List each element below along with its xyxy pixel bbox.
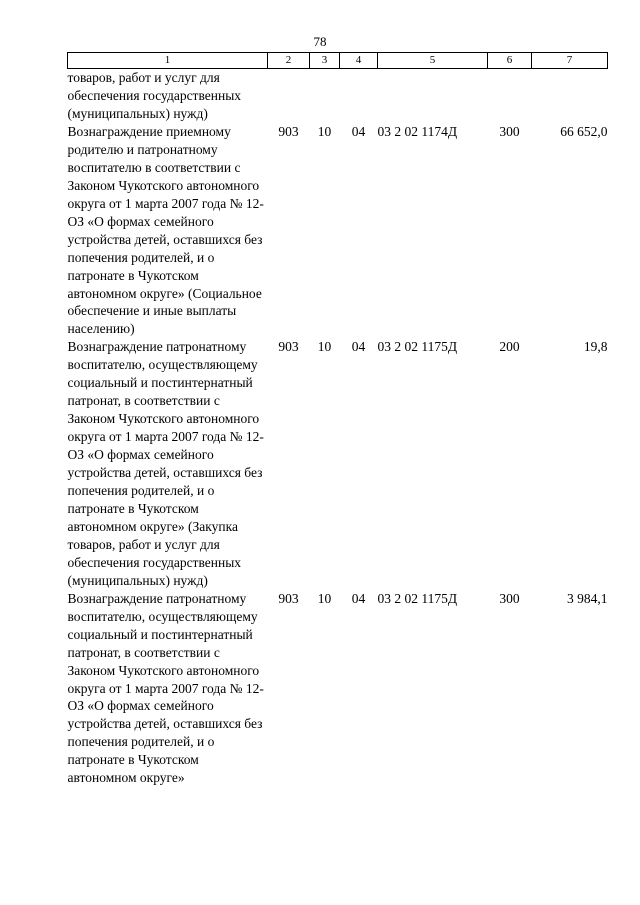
row-target-code bbox=[378, 69, 488, 123]
row-subsection: 04 bbox=[351, 123, 366, 139]
row-section bbox=[310, 69, 340, 123]
column-header: 2 bbox=[268, 53, 310, 69]
row-chapter bbox=[268, 69, 310, 123]
column-header: 3 bbox=[310, 53, 340, 69]
budget-table bbox=[67, 52, 608, 787]
row-section: 10 bbox=[317, 590, 332, 606]
row-label: товаров, работ и услуг для обеспечения государственных (муниципальных) нужд) bbox=[67, 70, 242, 121]
row-label: Вознаграждение патронатному воспитателю, осуществляющему социальный и постинтернатный патронат, в соответствии с Законом Чукотского автономного округа от 1 марта 2007 года № 12-ОЗ «О формах семейного устройства детей, оставшихся без попечения родителей, и о патронате в Чукотском автономном округе» bbox=[67, 590, 264, 786]
table-row bbox=[68, 69, 608, 123]
row-target-code: 03 2 02 1175Д bbox=[377, 339, 458, 355]
row-subsection: 04 bbox=[351, 339, 366, 355]
page-number: 78 bbox=[313, 34, 327, 49]
column-header: 1 bbox=[68, 53, 268, 69]
column-header: 5 bbox=[378, 53, 488, 69]
column-header: 7 bbox=[532, 53, 608, 69]
row-amount: 66 652,0 bbox=[560, 123, 608, 139]
row-section: 10 bbox=[317, 339, 332, 355]
table-row bbox=[68, 590, 608, 787]
row-expense-type: 300 bbox=[499, 123, 520, 139]
row-subsection bbox=[340, 69, 378, 123]
table-header-row bbox=[68, 53, 608, 69]
row-expense-type: 300 bbox=[499, 590, 520, 606]
column-header: 4 bbox=[340, 53, 378, 69]
row-chapter: 903 bbox=[278, 123, 299, 139]
row-section: 10 bbox=[317, 123, 332, 139]
table-row bbox=[68, 338, 608, 589]
row-label: Вознаграждение приемному родителю и патронатному воспитателю в соответствии с Законом Чукотского автономного округа от 1 марта 2007 года № 12-ОЗ «О формах семейного устройства детей, оставшихся без попечения родителей, и о патронате в Чукотском автономном округе» (Социальное обеспечение и иные выплаты населению) bbox=[67, 123, 264, 337]
row-chapter: 903 bbox=[278, 339, 299, 355]
row-amount: 19,8 bbox=[583, 339, 608, 355]
row-amount: 3 984,1 bbox=[567, 590, 608, 606]
row-target-code: 03 2 02 1175Д bbox=[377, 590, 458, 606]
row-subsection: 04 bbox=[351, 590, 366, 606]
row-expense-type bbox=[488, 69, 532, 123]
row-label: Вознаграждение патронатному воспитателю, осуществляющему социальный и постинтернатный патронат, в соответствии с Законом Чукотского автономного округа от 1 марта 2007 года № 12-ОЗ «О формах семейного устройства детей, оставшихся без попечения родителей, и о патронате в Чукотском автономном округе» (Закупка товаров, работ и услуг для обеспечения государственных (муниципальных) нужд) bbox=[67, 339, 264, 588]
column-header: 6 bbox=[488, 53, 532, 69]
row-target-code: 03 2 02 1174Д bbox=[377, 123, 458, 139]
row-amount bbox=[532, 69, 608, 123]
row-chapter: 903 bbox=[278, 590, 299, 606]
table-row bbox=[68, 123, 608, 338]
row-expense-type: 200 bbox=[499, 339, 520, 355]
